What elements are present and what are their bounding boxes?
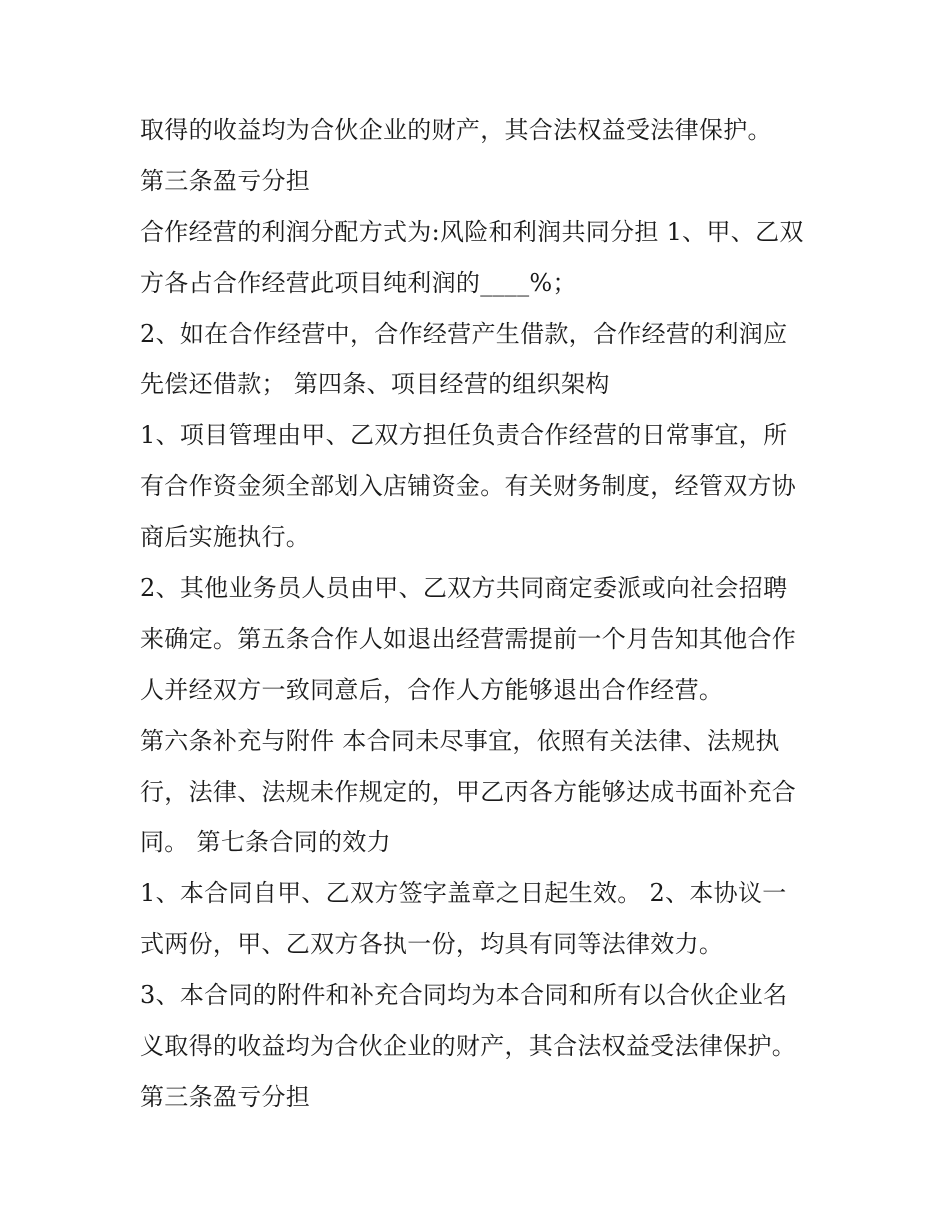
text-line: 1、项目管理由甲、乙双方担任负责合作经营的日常事宜，所 xyxy=(140,421,788,450)
document-body xyxy=(140,105,820,1123)
text-line: 1、本合同自甲、乙双方签字盖章之日起生效。 2、本协议一 xyxy=(140,879,787,908)
text-line: 人并经双方一致同意后，合作人方能够退出合作经营。 xyxy=(140,675,724,704)
text-line: 2、如在合作经营中，合作经营产生借款，合作经营的利润应 xyxy=(140,319,788,348)
section-heading: 第三条盈亏分担 xyxy=(140,1082,311,1111)
text-line: 商后实施执行。 xyxy=(140,523,311,552)
text-line: 先偿还借款； 第四条、项目经营的组织架构 xyxy=(140,370,610,399)
text-line: 方各占合作经营此项目纯利润的____%； xyxy=(140,268,577,297)
text-line: 式两份，甲、乙双方各执一份，均具有同等法律效力。 xyxy=(140,930,724,959)
text-line: 2、其他业务员人员由甲、乙双方共同商定委派或向社会招聘 xyxy=(140,574,788,603)
text-line: 3、本合同的附件和补充合同均为本合同和所有以合伙企业名 xyxy=(140,981,788,1010)
text-line: 有合作资金须全部划入店铺资金。有关财务制度，经管双方协 xyxy=(140,472,797,501)
text-line: 第六条补充与附件 本合同未尽事宜，依照有关法律、法规执 xyxy=(140,726,780,755)
section-heading: 第三条盈亏分担 xyxy=(140,166,311,195)
text-line: 义取得的收益均为合伙企业的财产，其合法权益受法律保护。 xyxy=(140,1032,797,1061)
text-line: 同。 第七条合同的效力 xyxy=(140,828,391,857)
text-line: 取得的收益均为合伙企业的财产，其合法权益受法律保护。 xyxy=(140,116,772,144)
text-line: 合作经营的利润分配方式为:风险和利润共同分担 1、甲、乙双 xyxy=(140,217,804,246)
text-line: 行，法律、法规未作规定的，甲乙丙各方能够达成书面补充合 xyxy=(140,777,797,806)
text-line: 来确定。第五条合作人如退出经营需提前一个月告知其他合作 xyxy=(140,624,797,653)
